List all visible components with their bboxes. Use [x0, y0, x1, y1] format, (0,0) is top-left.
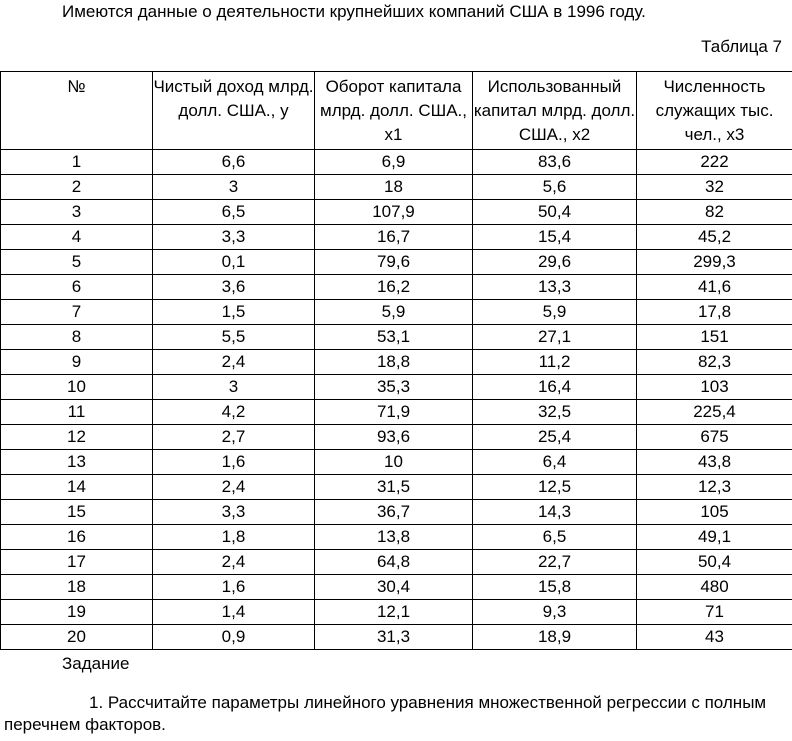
table-cell: 1,4 — [153, 600, 315, 625]
table-cell: 6,4 — [473, 450, 637, 475]
table-cell: 41,6 — [637, 275, 792, 300]
table-cell: 82 — [637, 200, 792, 225]
table-cell: 222 — [637, 150, 792, 175]
table-cell: 71 — [637, 600, 792, 625]
table-cell: 13,3 — [473, 275, 637, 300]
table-cell: 12,5 — [473, 475, 637, 500]
table-cell: 5,9 — [473, 300, 637, 325]
table-cell: 2 — [1, 175, 153, 200]
table-cell: 103 — [637, 375, 792, 400]
column-header-number: № — [1, 72, 153, 150]
table-cell: 53,1 — [315, 325, 473, 350]
table-cell: 64,8 — [315, 550, 473, 575]
table-cell: 6 — [1, 275, 153, 300]
table-cell: 3,3 — [153, 225, 315, 250]
table-cell: 2,7 — [153, 425, 315, 450]
table-caption: Таблица 7 — [701, 37, 782, 56]
table-cell: 2,4 — [153, 475, 315, 500]
table-row — [1, 450, 792, 475]
table-cell: 31,3 — [315, 625, 473, 650]
table-cell: 6,9 — [315, 150, 473, 175]
table-cell: 32 — [637, 175, 792, 200]
table-cell: 11 — [1, 400, 153, 425]
table-row — [1, 600, 792, 625]
table-cell: 15,8 — [473, 575, 637, 600]
table-cell: 6,5 — [153, 200, 315, 225]
table-cell: 82,3 — [637, 350, 792, 375]
table-row — [1, 475, 792, 500]
table-cell: 9,3 — [473, 600, 637, 625]
table-cell: 71,9 — [315, 400, 473, 425]
table-cell: 3 — [153, 375, 315, 400]
table-cell: 16 — [1, 525, 153, 550]
table-row — [1, 275, 792, 300]
table-cell: 9 — [1, 350, 153, 375]
table-cell: 18 — [315, 175, 473, 200]
table-cell: 15,4 — [473, 225, 637, 250]
table-header-row — [1, 72, 792, 150]
table-cell: 1 — [1, 150, 153, 175]
table-cell: 27,1 — [473, 325, 637, 350]
table-cell: 25,4 — [473, 425, 637, 450]
table-cell: 3,3 — [153, 500, 315, 525]
table-cell: 45,2 — [637, 225, 792, 250]
table-cell: 5,5 — [153, 325, 315, 350]
table-cell: 480 — [637, 575, 792, 600]
table-cell: 49,1 — [637, 525, 792, 550]
table-cell: 15 — [1, 500, 153, 525]
table-cell: 43,8 — [637, 450, 792, 475]
table-cell: 6,6 — [153, 150, 315, 175]
table-cell: 18,8 — [315, 350, 473, 375]
column-header-used-capital: Использованный капитал млрд. долл. США., x2 — [473, 72, 637, 150]
table-cell: 17,8 — [637, 300, 792, 325]
table-cell: 107,9 — [315, 200, 473, 225]
table-row — [1, 500, 792, 525]
table-cell: 10 — [1, 375, 153, 400]
table-row — [1, 250, 792, 275]
table-cell: 18 — [1, 575, 153, 600]
table-cell: 20 — [1, 625, 153, 650]
table-row — [1, 325, 792, 350]
table-cell: 151 — [637, 325, 792, 350]
table-row — [1, 525, 792, 550]
table-cell: 4 — [1, 225, 153, 250]
intro-text: Имеются данные о деятельности крупнейших компаний США в 1996 году. — [62, 2, 646, 21]
table-cell: 13,8 — [315, 525, 473, 550]
table-cell: 19 — [1, 600, 153, 625]
table-cell: 50,4 — [637, 550, 792, 575]
table-row — [1, 625, 792, 650]
table-cell: 16,2 — [315, 275, 473, 300]
table-cell: 29,6 — [473, 250, 637, 275]
table-row — [1, 425, 792, 450]
table-cell: 22,7 — [473, 550, 637, 575]
table-cell: 35,3 — [315, 375, 473, 400]
table-cell: 5 — [1, 250, 153, 275]
table-row — [1, 550, 792, 575]
table-cell: 5,6 — [473, 175, 637, 200]
table-row — [1, 225, 792, 250]
table-cell: 13 — [1, 450, 153, 475]
table-row — [1, 200, 792, 225]
table-cell: 10 — [315, 450, 473, 475]
table-cell: 16,7 — [315, 225, 473, 250]
table-cell: 93,6 — [315, 425, 473, 450]
column-header-employees: Численность служащих тыс. чел., x3 — [637, 72, 792, 150]
table-cell: 3,6 — [153, 275, 315, 300]
table-cell: 14 — [1, 475, 153, 500]
task-item-1: 1. Рассчитайте параметры линейного уравнения множественной регрессии с полным перечнем факторов. — [4, 693, 767, 734]
table-cell: 4,2 — [153, 400, 315, 425]
table-cell: 225,4 — [637, 400, 792, 425]
table-cell: 0,1 — [153, 250, 315, 275]
table-cell: 0,9 — [153, 625, 315, 650]
table-cell: 30,4 — [315, 575, 473, 600]
table-row — [1, 150, 792, 175]
table-cell: 79,6 — [315, 250, 473, 275]
task-heading: Задание — [62, 654, 130, 673]
table-cell: 299,3 — [637, 250, 792, 275]
table-row — [1, 400, 792, 425]
table-cell: 1,8 — [153, 525, 315, 550]
table-row — [1, 375, 792, 400]
table-cell: 2,4 — [153, 350, 315, 375]
table-cell: 36,7 — [315, 500, 473, 525]
table-cell: 3 — [153, 175, 315, 200]
table-cell: 31,5 — [315, 475, 473, 500]
table-cell: 14,3 — [473, 500, 637, 525]
table-row — [1, 350, 792, 375]
table-cell: 5,9 — [315, 300, 473, 325]
table-cell: 1,6 — [153, 450, 315, 475]
table-cell: 2,4 — [153, 550, 315, 575]
table-cell: 50,4 — [473, 200, 637, 225]
table-cell: 43 — [637, 625, 792, 650]
table-cell: 12 — [1, 425, 153, 450]
table-cell: 17 — [1, 550, 153, 575]
table-cell: 8 — [1, 325, 153, 350]
table-cell: 105 — [637, 500, 792, 525]
table-cell: 12,3 — [637, 475, 792, 500]
table-cell: 7 — [1, 300, 153, 325]
table-row — [1, 175, 792, 200]
table-row — [1, 300, 792, 325]
table-cell: 16,4 — [473, 375, 637, 400]
table-cell: 675 — [637, 425, 792, 450]
table-cell: 1,5 — [153, 300, 315, 325]
table-cell: 12,1 — [315, 600, 473, 625]
table-cell: 3 — [1, 200, 153, 225]
table-cell: 83,6 — [473, 150, 637, 175]
data-table — [0, 71, 792, 650]
table-cell: 1,6 — [153, 575, 315, 600]
table-cell: 11,2 — [473, 350, 637, 375]
table-cell: 6,5 — [473, 525, 637, 550]
column-header-net-income: Чистый доход млрд. долл. США., y — [153, 72, 315, 150]
table-cell: 18,9 — [473, 625, 637, 650]
column-header-capital-turnover: Оборот капитала млрд. долл. США., x1 — [315, 72, 473, 150]
table-row — [1, 575, 792, 600]
table-cell: 32,5 — [473, 400, 637, 425]
